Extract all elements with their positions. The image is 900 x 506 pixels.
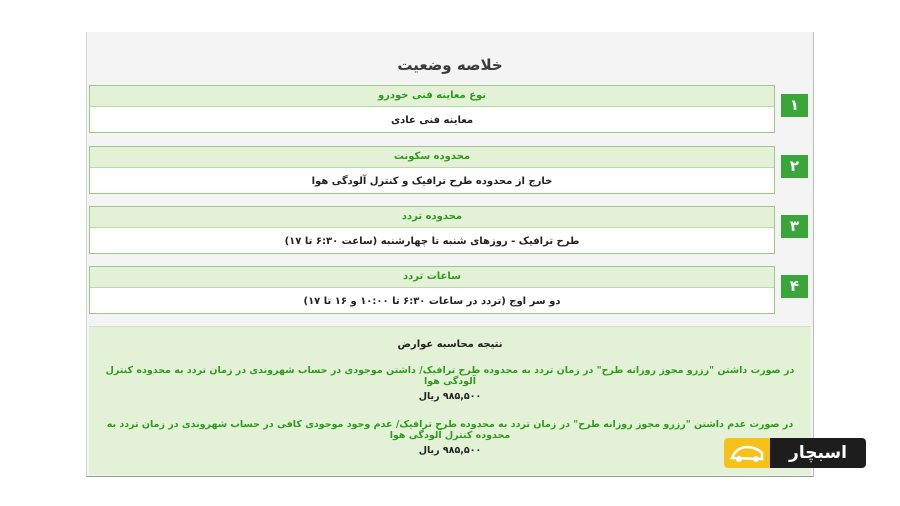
car-icon	[724, 438, 770, 468]
step-number-badge: ۲	[781, 155, 808, 178]
card-label: ساعات تردد	[90, 267, 774, 288]
result-case-without-permit: در صورت عدم داشتن "رزرو مجوز روزانه طرح" در زمان تردد به محدوده طرح ترافیک/ عدم وجود موجودی کافی در حساب شهروندی در زمان تردد به محدوده کنترل آلودگی هوا	[106, 419, 794, 441]
row-traffic-hours	[87, 266, 813, 316]
result-price-with-permit: ۹۸۵,۵۰۰ ریال	[418, 391, 482, 402]
card	[89, 146, 775, 194]
result-title: نتیجه محاسبه عوارض	[397, 339, 503, 350]
card-value: خارج از محدوده طرح ترافیک و کنترل آلودگی هوا	[311, 176, 553, 187]
card-label: محدوده سکونت	[90, 147, 774, 168]
step-number-badge: ۴	[781, 275, 808, 298]
brand-logo	[724, 438, 866, 468]
result-case-with-permit: در صورت داشتن "رزرو مجوز روزانه طرح" در زمان تردد به محدوده طرح ترافیک/ داشتن موجودی در حساب شهروندی در زمان تردد به محدوده کنترل آلودگی هوا	[105, 365, 795, 387]
card	[89, 206, 775, 254]
card-label: نوع معاینه فنی خودرو	[90, 86, 774, 107]
result-price-without-permit: ۹۸۵,۵۰۰ ریال	[418, 445, 482, 456]
summary-panel	[86, 32, 814, 477]
card	[89, 266, 775, 314]
card-value: طرح ترافیک - روزهای شنبه تا چهارشنبه (ساعت ۶:۳۰ تا ۱۷)	[284, 236, 580, 247]
row-inspection-type	[87, 85, 813, 135]
card	[89, 85, 775, 133]
card-value: دو سر اوج (تردد در ساعات ۶:۳۰ تا ۱۰:۰۰ و ۱۶ تا ۱۷)	[303, 296, 561, 307]
step-number-badge: ۱	[781, 94, 808, 117]
page-title: خلاصه وضعیت	[397, 56, 503, 74]
step-number-badge: ۳	[781, 215, 808, 238]
card-value: معاینه فنی عادی	[390, 115, 474, 126]
card-label: محدوده تردد	[90, 207, 774, 228]
row-residence-zone	[87, 146, 813, 196]
row-traffic-zone	[87, 206, 813, 256]
brand-logo-text: اسبچار	[770, 438, 866, 468]
fee-result-section	[89, 326, 811, 475]
